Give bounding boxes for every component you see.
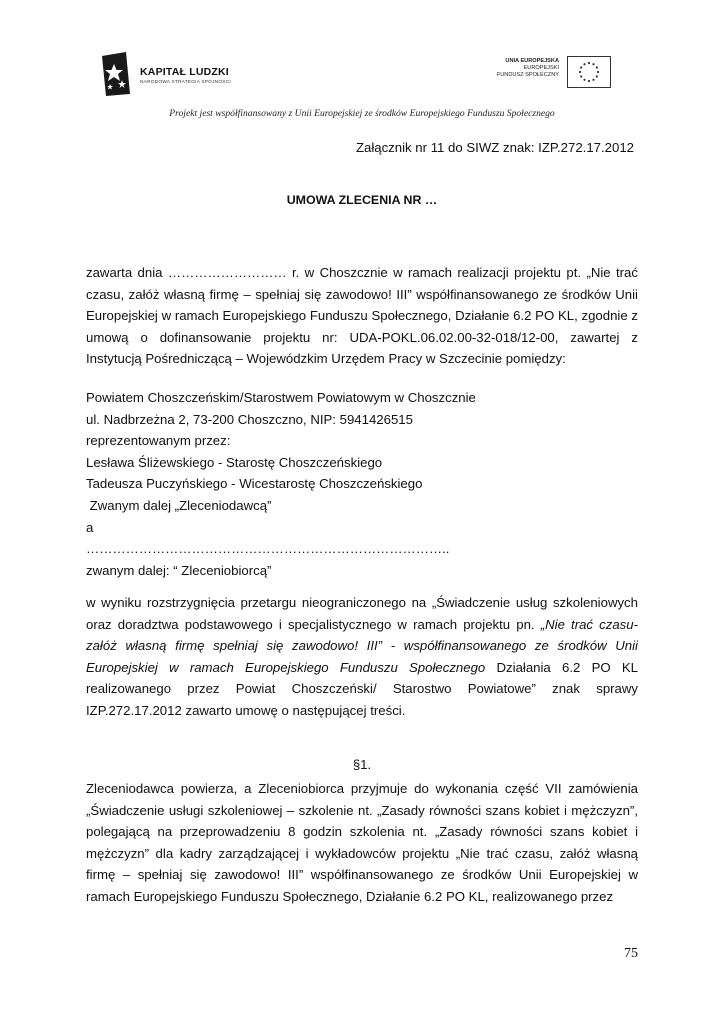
- eu-logo-line3: FUNDUSZ SPOŁECZNY: [496, 72, 559, 79]
- kapital-ludzki-emblem-icon: [100, 50, 136, 98]
- tender-project-title: „Nie trać czasu- załóż własną firmę spełniaj się zawodowo! III” - współfinansowanego ze środków Unii Europejskiej w ramach Europejskiego Funduszu Społecznego: [86, 616, 638, 675]
- section-1-heading: §1.: [352, 757, 372, 772]
- party-line: zwanym dalej: “ Zleceniobiorcą”: [86, 562, 272, 578]
- kl-logo-subtitle: NARODOWA STRATEGIA SPÓJNOŚCI: [140, 80, 231, 85]
- eu-logo-line1: UNIA EUROPEJSKA: [505, 58, 559, 64]
- eu-logo-line2: EUROPEJSKI: [523, 65, 559, 72]
- eu-logo: [485, 56, 611, 96]
- tender-text-a: w wyniku rozstrzygnięcia przetargu nieograniczonego na „Świadczenie usług szkoleniowych oraz doradztwa podstawowego i specjalistycznego w ramach projektu pn.: [86, 595, 638, 632]
- kapital-ludzki-logo: [100, 50, 260, 98]
- party-line: Tadeusza Puczyńskiego - Wicestarostę Choszczeńskiego: [86, 476, 423, 492]
- eu-logo-text: [497, 58, 559, 80]
- contract-title: UMOWA ZLECENIA NR …: [286, 193, 438, 207]
- party-line: ………………………………………………………………………..: [86, 541, 450, 557]
- tender-text-b: Działania 6.2 PO KL realizowanego przez Powiat Choszczeński/ Starostwo Powiatowe” znak sprawy IZP.272.17.2012 zawarto umowę o następującej treści.: [86, 659, 638, 718]
- party-line: ul. Nadbrzeżna 2, 73-200 Choszczno, NIP: 5941426515: [86, 411, 413, 427]
- party-line: Lesława Śliżewskiego - Starostę Choszczeńskiego: [86, 454, 383, 470]
- cofinancing-note: Projekt jest współfinansowany z Unii Europejskiej ze środków Europejskiego Funduszu Społecznego: [169, 108, 555, 119]
- party-line: a: [86, 519, 94, 535]
- contract-parties: [86, 387, 638, 581]
- kl-logo-title: KAPITAŁ LUDZKI: [140, 66, 229, 78]
- party-line: Zwanym dalej „Zleceniodawcą”: [86, 497, 272, 513]
- intro-paragraph: zawarta dnia ……………………… r. w Choszcznie w ramach realizacji projektu pt. „Nie trać czasu, załóż własną firmę – spełniaj się zawodowo! III” współfinansowanego ze środków Unii Europejskiej w ramach Europejskiego Funduszu Społecznego, Działanie 6.2 PO KL, zgodnie z umową o dofinansowanie projektu nr: UDA-POKL.06.02.00-32-018/12-00, zawartej z Instytucją Pośredniczącą – Wojewódzkim Urzędem Pracy w Szczecinie pomiędzy:: [86, 265, 638, 367]
- page-number: 75: [624, 946, 638, 961]
- party-line: Powiatem Choszczeńskim/Starostwem Powiatowym w Choszcznie: [86, 390, 476, 405]
- section-1-paragraph: Zleceniodawca powierza, a Zleceniobiorca przyjmuje do wykonania część VII zamówienia „Świadczenie usługi szkoleniowej – szkolenie nt. „Zasady równości szans kobiet i mężczyzn”, polegającą na przeprowadzeniu 8 godzin szkolenia nt. „Zasady równości szans kobiet i mężczyzn” dla kadry zarządzającej i wykładowców projektu „Nie trać czasu, załóż własną firmę – spełniaj się zawodowo! III” współfinansowanego ze środków Unii Europejskiej w ramach Europejskiego Funduszu Społecznego, Działanie 6.2 PO KL, realizowanego przez: [86, 781, 638, 904]
- eu-flag-icon: [567, 56, 611, 88]
- party-line: reprezentowanym przez:: [86, 433, 231, 449]
- annex-reference: Załącznik nr 11 do SIWZ znak: IZP.272.17.2012: [355, 140, 634, 155]
- tender-paragraph: [86, 592, 638, 722]
